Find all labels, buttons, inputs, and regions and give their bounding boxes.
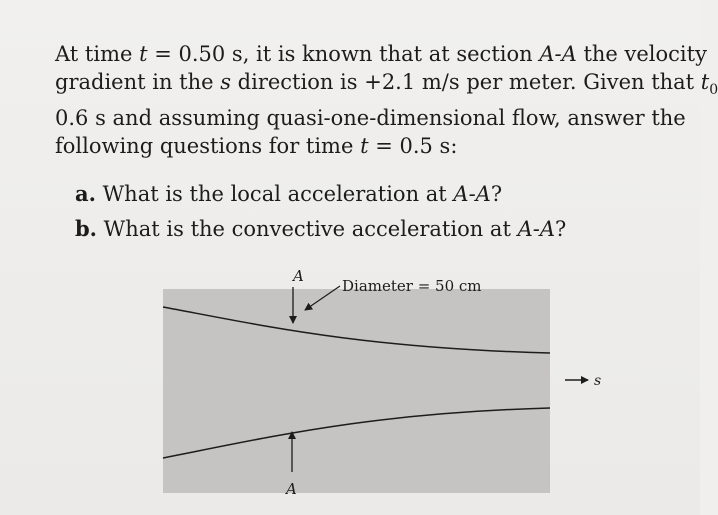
text-run: = 0.5 s:	[368, 134, 458, 159]
question-letter: b.	[75, 216, 97, 241]
question-end: ?	[555, 217, 567, 241]
text-run: = 0.50 s, it is known that at section	[147, 42, 540, 66]
section-label: A-A	[453, 182, 491, 206]
section-label-top: A	[293, 267, 304, 285]
text-run: direction is +2.1 m/s per meter. Given that	[231, 70, 701, 94]
text-run: gradient in the	[55, 70, 221, 94]
text-run: following questions for time	[55, 134, 361, 159]
text-run: the velocity	[576, 42, 707, 66]
problem-line-3: 0.6 s and assuming quasi-one-dimensional flow, answer the	[55, 106, 686, 131]
subscript-zero: 0	[709, 82, 718, 99]
variable-t: t	[360, 134, 369, 159]
s-axis-label: s	[594, 373, 602, 389]
diameter-label: Diameter = 50 cm	[342, 277, 482, 295]
variable-t0: t	[700, 70, 710, 94]
section-label-bottom: A	[286, 480, 297, 498]
variable-s: s	[220, 70, 231, 94]
section-label: A-A	[539, 42, 577, 66]
variable-t: t	[139, 42, 148, 66]
section-label: A-A	[517, 217, 556, 241]
duct-cross-section	[163, 289, 550, 493]
text-run: At time	[55, 42, 140, 66]
question-text: What is the convective acceleration at	[97, 217, 518, 241]
question-end: ?	[490, 182, 503, 206]
question-letter: a.	[75, 181, 96, 206]
question-text: What is the local acceleration at	[95, 182, 454, 206]
